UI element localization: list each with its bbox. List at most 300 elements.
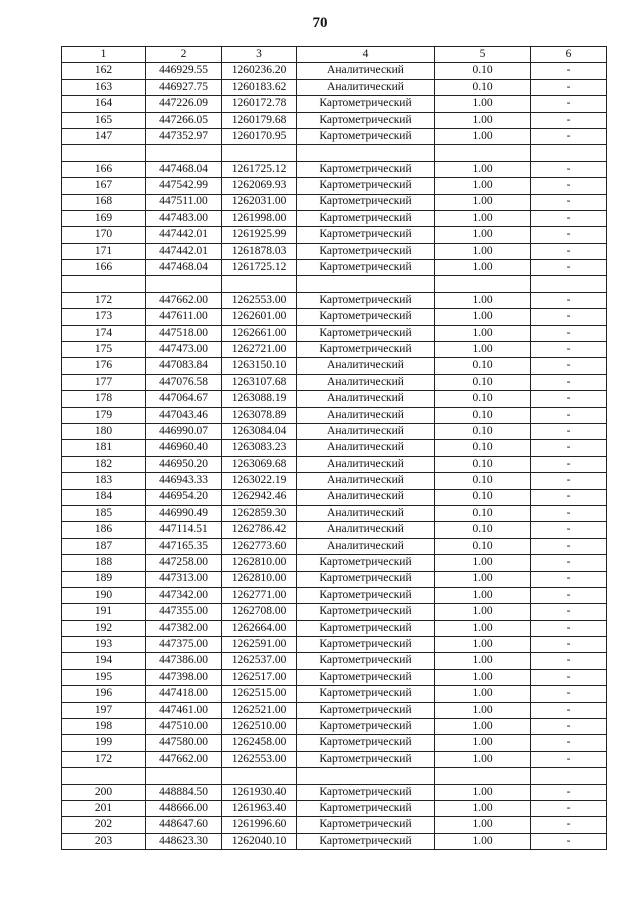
table-cell: 0.10 [435,358,531,374]
table-row [62,210,607,226]
table-row [62,686,607,702]
table-row [62,571,607,587]
table-cell: Аналитический [297,456,435,472]
table-cell: 1260170.95 [222,128,297,144]
table-row [62,833,607,849]
table-cell: Картометрический [297,260,435,276]
table-cell: 197 [62,702,146,718]
table-cell: 165 [62,112,146,128]
table-cell: 195 [62,669,146,685]
table-cell: - [531,260,607,276]
table-cell: 0.10 [435,522,531,538]
table-cell: 203 [62,833,146,849]
table-cell: 1.00 [435,669,531,685]
table-cell: 1263088.19 [222,391,297,407]
table-cell: 448884.50 [146,784,222,800]
table-cell: 1.00 [435,292,531,308]
table-cell: 192 [62,620,146,636]
table-cell: Картометрический [297,555,435,571]
table-cell: 1.00 [435,571,531,587]
table-cell: 1.00 [435,325,531,341]
table-spacer-row [62,276,607,292]
table-cell: 0.10 [435,63,531,79]
table-cell: - [531,555,607,571]
table-cell: 0.10 [435,423,531,439]
table-cell: 1262040.10 [222,833,297,849]
table-spacer-row [62,768,607,784]
table-cell: 1262069.93 [222,178,297,194]
table-cell: 447375.00 [146,637,222,653]
table-cell: 184 [62,489,146,505]
table-cell: Аналитический [297,358,435,374]
table-cell: - [531,653,607,669]
table-cell: 447355.00 [146,604,222,620]
table-row [62,587,607,603]
table-row [62,817,607,833]
table-row [62,784,607,800]
table-row [62,702,607,718]
table-cell: 182 [62,456,146,472]
table-cell: Аналитический [297,391,435,407]
table-cell: 1262810.00 [222,555,297,571]
table-cell: 448647.60 [146,817,222,833]
table-cell: 1261725.12 [222,260,297,276]
table-cell: 447313.00 [146,571,222,587]
table-cell: Аналитический [297,489,435,505]
table-cell: 448623.30 [146,833,222,849]
table-cell: Картометрический [297,194,435,210]
table-cell: Картометрический [297,112,435,128]
table-cell: 191 [62,604,146,620]
table-row [62,800,607,816]
table-cell [531,768,607,784]
page-number: 70 [312,15,328,31]
table-cell: 446950.20 [146,456,222,472]
table-cell: 447398.00 [146,669,222,685]
table-cell: Картометрический [297,719,435,735]
table-cell: - [531,833,607,849]
table-cell: 0.10 [435,456,531,472]
table-cell: 446943.33 [146,473,222,489]
table-cell: 172 [62,292,146,308]
table-cell: 0.10 [435,489,531,505]
table-cell [62,145,146,161]
table-cell: 1261878.03 [222,243,297,259]
table-cell: 163 [62,79,146,95]
table-cell: - [531,210,607,226]
table-cell: - [531,686,607,702]
table-cell: 446927.75 [146,79,222,95]
table-cell: - [531,669,607,685]
table-cell: - [531,96,607,112]
table-cell: 198 [62,719,146,735]
table-cell: Картометрический [297,735,435,751]
table-cell: Картометрический [297,686,435,702]
table-cell: Картометрический [297,292,435,308]
table-cell: 447352.97 [146,128,222,144]
table-row [62,735,607,751]
table-cell: - [531,325,607,341]
table-cell: 1.00 [435,719,531,735]
table-cell: Картометрический [297,587,435,603]
table-cell: 1262510.00 [222,719,297,735]
table-cell: 447226.09 [146,96,222,112]
table-row [62,79,607,95]
table-cell: 201 [62,800,146,816]
table-cell [435,276,531,292]
table-cell: 0.10 [435,473,531,489]
table-cell: 1.00 [435,243,531,259]
table-cell: 447076.58 [146,374,222,390]
table-cell: - [531,784,607,800]
table-cell: 1.00 [435,800,531,816]
table-cell [435,145,531,161]
table-cell: 1.00 [435,751,531,767]
table-cell: Аналитический [297,374,435,390]
table-cell: Картометрический [297,178,435,194]
table-cell: 180 [62,423,146,439]
table-cell: - [531,292,607,308]
table-cell: 447064.67 [146,391,222,407]
table-cell: 447510.00 [146,719,222,735]
table-cell: 1.00 [435,178,531,194]
table-row [62,719,607,735]
table-cell: Картометрический [297,784,435,800]
table-cell: 1262521.00 [222,702,297,718]
table-cell: 147 [62,128,146,144]
table-cell: 183 [62,473,146,489]
table-row [62,161,607,177]
table-cell: 447468.04 [146,260,222,276]
table-cell: Картометрический [297,210,435,226]
table-row [62,128,607,144]
table-row [62,374,607,390]
table-row [62,653,607,669]
table-cell [297,145,435,161]
table-cell: Картометрический [297,637,435,653]
table-cell: 1.00 [435,784,531,800]
table-spacer-row [62,145,607,161]
table-cell: 1262591.00 [222,637,297,653]
table-cell: 1263078.89 [222,407,297,423]
table-cell: - [531,423,607,439]
table-cell: 174 [62,325,146,341]
table-row [62,63,607,79]
table-cell: - [531,456,607,472]
table-cell: Аналитический [297,423,435,439]
table-cell: 1262664.00 [222,620,297,636]
table-cell: Картометрический [297,653,435,669]
table-row [62,423,607,439]
table-cell: 164 [62,96,146,112]
table-cell: 447442.01 [146,243,222,259]
table-cell: 1262553.00 [222,292,297,308]
table-cell: 1.00 [435,210,531,226]
table-cell: 1262553.00 [222,751,297,767]
table-cell: 447662.00 [146,751,222,767]
table-cell: - [531,571,607,587]
table-cell: - [531,161,607,177]
table-cell: 447266.05 [146,112,222,128]
table-cell: 200 [62,784,146,800]
table-cell: 447473.00 [146,342,222,358]
table-cell: 446929.55 [146,63,222,79]
table-cell: 447386.00 [146,653,222,669]
table-cell: - [531,604,607,620]
table-cell: 1263150.10 [222,358,297,374]
table-cell: - [531,702,607,718]
table-cell: 448666.00 [146,800,222,816]
table-row [62,260,607,276]
table-cell: 1.00 [435,702,531,718]
table-cell: 1.00 [435,653,531,669]
table-cell: 177 [62,374,146,390]
table-cell: Картометрический [297,325,435,341]
table-cell: 447518.00 [146,325,222,341]
table-cell: - [531,489,607,505]
table-row [62,637,607,653]
table-cell: 170 [62,227,146,243]
table-cell: 1261925.99 [222,227,297,243]
table-cell: 0.10 [435,391,531,407]
table-cell: 1260183.62 [222,79,297,95]
table-cell: 178 [62,391,146,407]
table-cell: 1261996.60 [222,817,297,833]
table-cell: 1.00 [435,128,531,144]
table-cell: 1263069.68 [222,456,297,472]
table-cell: 1262942.46 [222,489,297,505]
table-cell [531,276,607,292]
table-row [62,440,607,456]
table-cell: Картометрический [297,243,435,259]
table-cell: 446990.49 [146,505,222,521]
table-cell [62,276,146,292]
table-cell: 1261725.12 [222,161,297,177]
table-cell: 1262458.00 [222,735,297,751]
table-cell: - [531,391,607,407]
table-cell: 447542.99 [146,178,222,194]
table-cell: 1.00 [435,637,531,653]
table-cell: Аналитический [297,473,435,489]
table-cell: 1261930.40 [222,784,297,800]
table-cell: 172 [62,751,146,767]
table-cell: 186 [62,522,146,538]
table-cell: 1260236.20 [222,63,297,79]
table-cell: 1261963.40 [222,800,297,816]
table-cell: 447511.00 [146,194,222,210]
table-cell: 193 [62,637,146,653]
table-cell: 447165.35 [146,538,222,554]
table-cell: - [531,505,607,521]
table-cell: - [531,751,607,767]
table-cell: - [531,407,607,423]
table-cell: Аналитический [297,63,435,79]
table-cell: 1263022.19 [222,473,297,489]
table-cell: 446954.20 [146,489,222,505]
table-cell: 173 [62,309,146,325]
table-row [62,96,607,112]
column-header: 3 [222,47,297,63]
table-cell: 168 [62,194,146,210]
table-cell: 1262515.00 [222,686,297,702]
table-cell: 185 [62,505,146,521]
table-cell: 1.00 [435,96,531,112]
table-cell: 175 [62,342,146,358]
table-cell: 446990.07 [146,423,222,439]
table-cell: - [531,637,607,653]
table-cell: Картометрический [297,342,435,358]
table-cell: 1262661.00 [222,325,297,341]
table-cell: 162 [62,63,146,79]
table-cell: 166 [62,161,146,177]
table-cell: 1.00 [435,342,531,358]
table-cell: 447258.00 [146,555,222,571]
table-cell: 447461.00 [146,702,222,718]
table-cell: Аналитический [297,407,435,423]
table-cell: - [531,63,607,79]
table-cell: 1262721.00 [222,342,297,358]
table-cell: 1262708.00 [222,604,297,620]
table-cell: 447418.00 [146,686,222,702]
table-cell: - [531,374,607,390]
table-cell: - [531,620,607,636]
table-cell [297,276,435,292]
table-cell: 447043.46 [146,407,222,423]
column-header: 6 [531,47,607,63]
table-cell: Картометрический [297,604,435,620]
table-cell: 1262771.00 [222,587,297,603]
table-cell: 194 [62,653,146,669]
table-cell: 1.00 [435,604,531,620]
table-row [62,194,607,210]
table-cell: 1262517.00 [222,669,297,685]
table-row [62,538,607,554]
table-cell: - [531,719,607,735]
table-cell: 167 [62,178,146,194]
table-cell: Аналитический [297,440,435,456]
table-row [62,407,607,423]
table-cell: 166 [62,260,146,276]
table-cell: 447083.84 [146,358,222,374]
table-cell: 1261998.00 [222,210,297,226]
table-cell: 1.00 [435,817,531,833]
table-cell: 1.00 [435,227,531,243]
table-row [62,751,607,767]
table-cell: 1263107.68 [222,374,297,390]
table-cell: 1.00 [435,309,531,325]
table-row [62,309,607,325]
table-cell: Картометрический [297,128,435,144]
table-cell: - [531,243,607,259]
table-cell: 1.00 [435,587,531,603]
column-header: 2 [146,47,222,63]
table-row [62,227,607,243]
table-cell: 447580.00 [146,735,222,751]
table-cell: 1262031.00 [222,194,297,210]
table-cell: 187 [62,538,146,554]
table-row [62,456,607,472]
table-cell: Картометрический [297,702,435,718]
table-row [62,669,607,685]
table-cell: Картометрический [297,309,435,325]
table-row [62,178,607,194]
table-row [62,112,607,128]
table-cell: 1.00 [435,620,531,636]
table-row [62,292,607,308]
table-cell: - [531,342,607,358]
table-cell [146,145,222,161]
table-cell: 1260179.68 [222,112,297,128]
column-header: 5 [435,47,531,63]
table-cell: 1.00 [435,735,531,751]
table-cell: - [531,178,607,194]
table-cell: 0.10 [435,79,531,95]
table-header-row [62,47,607,63]
table-cell: - [531,440,607,456]
table-cell: 1262773.60 [222,538,297,554]
table-cell: - [531,79,607,95]
table-cell: 179 [62,407,146,423]
table-cell: 447114.51 [146,522,222,538]
table-cell: Картометрический [297,571,435,587]
table-cell: 447611.00 [146,309,222,325]
table-cell: Картометрический [297,817,435,833]
table-cell: Картометрический [297,96,435,112]
table-cell: - [531,800,607,816]
table-row [62,342,607,358]
table-cell: 1.00 [435,112,531,128]
column-header: 1 [62,47,146,63]
table-cell [222,145,297,161]
table-cell: 447483.00 [146,210,222,226]
table-cell: Аналитический [297,522,435,538]
table-cell: - [531,735,607,751]
table-cell: 1.00 [435,833,531,849]
table-cell: Картометрический [297,669,435,685]
table-cell: 169 [62,210,146,226]
table-cell: 1.00 [435,161,531,177]
table-cell: 0.10 [435,407,531,423]
table-cell [297,768,435,784]
table-cell: 1260172.78 [222,96,297,112]
table-cell: 0.10 [435,440,531,456]
table-cell: - [531,473,607,489]
table-cell: 1.00 [435,260,531,276]
table-cell: Картометрический [297,620,435,636]
table-cell: 1262786.42 [222,522,297,538]
table-cell [146,276,222,292]
table-row [62,325,607,341]
table-cell: - [531,194,607,210]
table-cell [62,768,146,784]
table-row [62,505,607,521]
table-cell: 447442.01 [146,227,222,243]
table-cell: 1262601.00 [222,309,297,325]
table-cell: - [531,309,607,325]
table-cell: - [531,227,607,243]
table-row [62,391,607,407]
table-cell: - [531,817,607,833]
table-cell: 0.10 [435,374,531,390]
table-cell [222,768,297,784]
table-row [62,358,607,374]
table-cell: - [531,522,607,538]
table-cell: - [531,128,607,144]
table-cell: 190 [62,587,146,603]
table-row [62,243,607,259]
table-cell: 196 [62,686,146,702]
table-cell: 189 [62,571,146,587]
